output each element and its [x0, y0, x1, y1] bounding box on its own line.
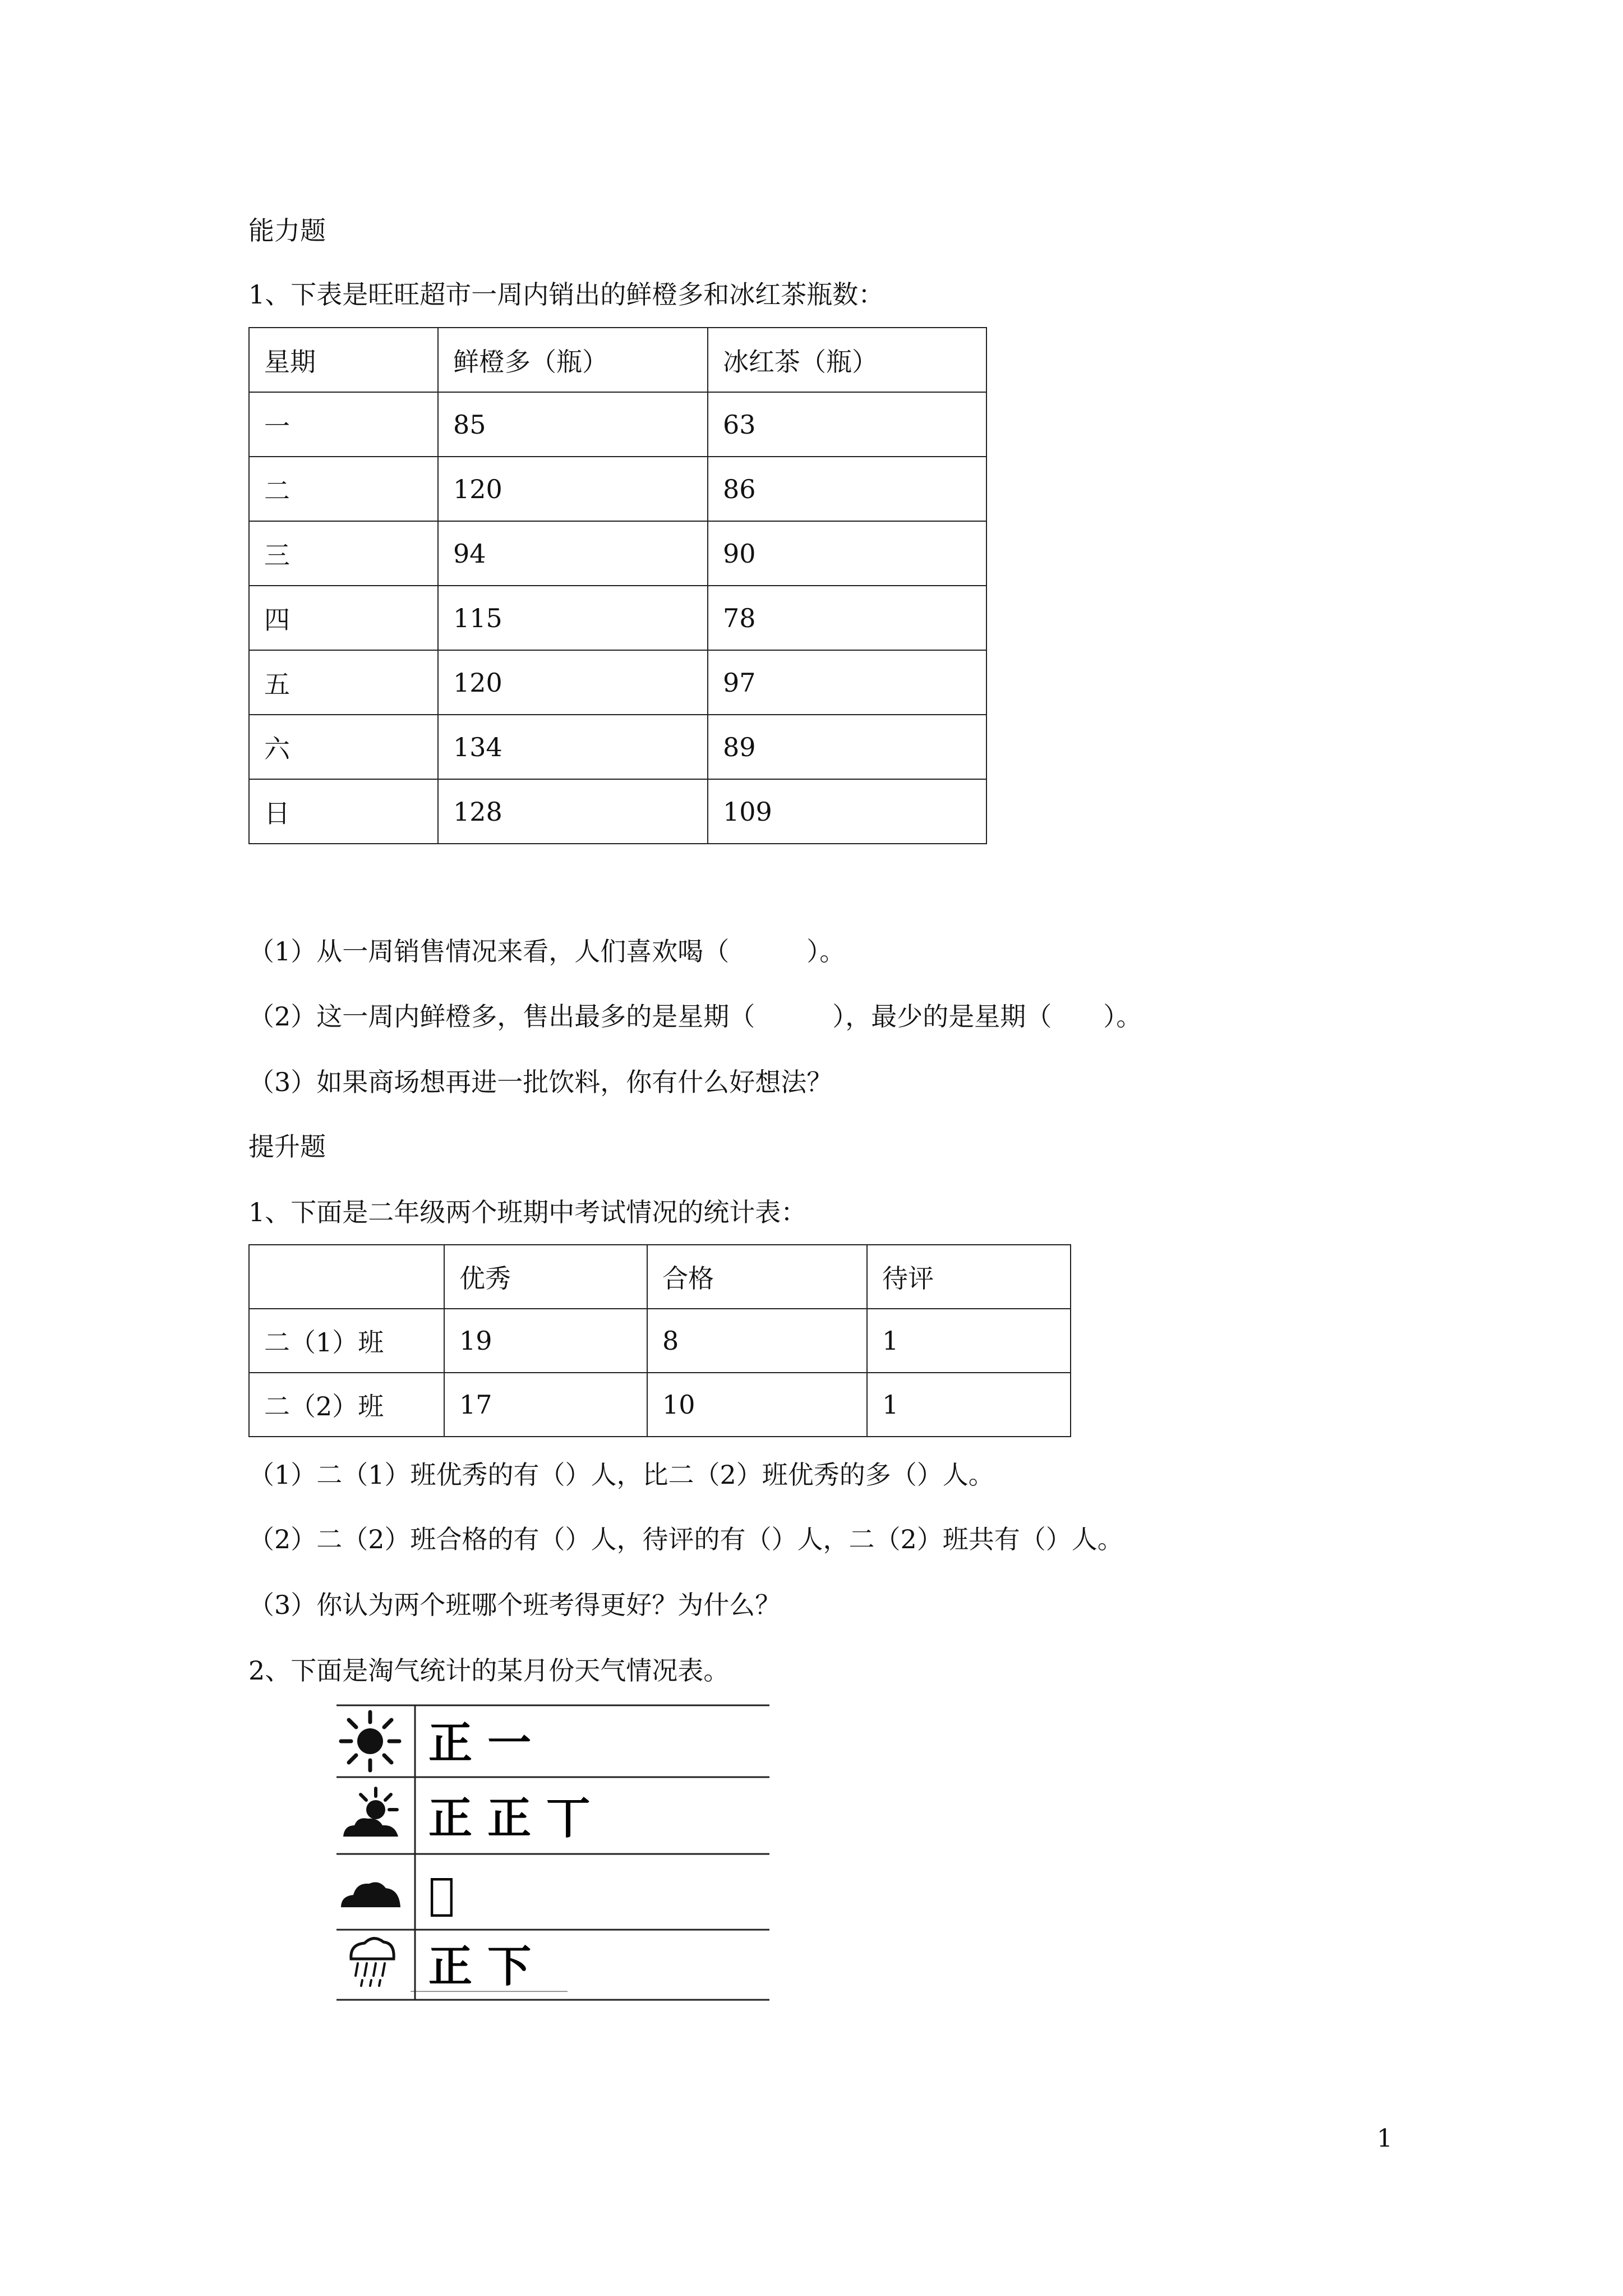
cell: 二: [249, 457, 438, 521]
header-cell-pass: 合格: [647, 1245, 867, 1309]
table-row: [249, 1309, 1071, 1373]
cell: 四: [249, 586, 438, 650]
header-cell-empty: [249, 1245, 444, 1309]
weather-tally-chart: [332, 1688, 769, 2003]
table-row: [249, 650, 986, 715]
exam-table: [248, 1244, 1071, 1437]
cell: 二（2）班: [249, 1373, 444, 1437]
table-row: [249, 457, 986, 521]
sub-question-1: （1）二（1）班优秀的有（）人，比二（2）班优秀的多（）人。: [248, 1460, 994, 1490]
cell: 63: [708, 392, 986, 457]
header-cell-weekday: 星期: [249, 328, 438, 392]
cell: 二（1）班: [249, 1309, 444, 1373]
header-cell-orange-drink: 鲜橙多（瓶）: [438, 328, 708, 392]
tally-cloudy: 𠀆: [428, 1869, 455, 1920]
tally-rainy: 正 下: [428, 1941, 532, 1992]
cell: 109: [708, 779, 986, 844]
cell: 17: [444, 1373, 647, 1437]
sub-question-2: （2）二（2）班合格的有（）人，待评的有（）人，二（2）班共有（）人。: [248, 1524, 1123, 1554]
cell: 1: [867, 1373, 1071, 1437]
header-cell-iced-tea: 冰红茶（瓶）: [708, 328, 986, 392]
cell: 85: [438, 392, 708, 457]
partly-cloudy-icon: [343, 1788, 398, 1837]
table-row: [249, 779, 986, 844]
page-number: 1: [1377, 2124, 1393, 2153]
tally-sunny: 正 一: [428, 1718, 532, 1769]
sub-question-2: （2）这一周内鲜橙多，售出最多的是星期（ ），最少的是星期（ ）。: [248, 1001, 1142, 1032]
header-cell-excellent: 优秀: [444, 1245, 647, 1309]
cell: 五: [249, 650, 438, 715]
sub-question-3: （3）如果商场想再进一批饮料，你有什么好想法？: [248, 1067, 833, 1097]
question-1-title: 1、下表是旺旺超市一周内销出的鲜橙多和冰红茶瓶数：: [248, 279, 884, 310]
question-2-1-title: 1、下面是二年级两个班期中考试情况的统计表：: [248, 1197, 807, 1227]
table-header-row: [249, 1245, 1071, 1309]
cell: 一: [249, 392, 438, 457]
cell: 三: [249, 521, 438, 586]
cell: 120: [438, 650, 708, 715]
cell: 128: [438, 779, 708, 844]
cell: 115: [438, 586, 708, 650]
cloudy-icon: [341, 1882, 400, 1907]
header-cell-pending: 待评: [867, 1245, 1071, 1309]
cell: 134: [438, 715, 708, 779]
cell: 1: [867, 1309, 1071, 1373]
table-row: [249, 715, 986, 779]
sub-question-3: （3）你认为两个班哪个班考得更好？为什么？: [248, 1590, 781, 1620]
section-heading-advanced: 提升题: [248, 1131, 326, 1162]
section-heading-ability: 能力题: [248, 215, 326, 246]
cell: 94: [438, 521, 708, 586]
cell: 10: [647, 1373, 867, 1437]
table-row: [249, 521, 986, 586]
cell: 六: [249, 715, 438, 779]
table-row: [249, 586, 986, 650]
cell: 89: [708, 715, 986, 779]
sales-table: [248, 327, 987, 844]
table-row: [249, 1373, 1071, 1437]
cell: 86: [708, 457, 986, 521]
cell: 日: [249, 779, 438, 844]
sub-question-1: （1）从一周销售情况来看，人们喜欢喝（ ）。: [248, 936, 846, 967]
rain-icon: [351, 1938, 394, 1986]
cell: 120: [438, 457, 708, 521]
table-row: [249, 392, 986, 457]
sun-icon: [341, 1712, 399, 1770]
table-header-row: [249, 328, 986, 392]
question-2-2-title: 2、下面是淘气统计的某月份天气情况表。: [248, 1655, 730, 1686]
tally-partly-cloudy: 正 正 丅: [428, 1793, 591, 1844]
cell: 97: [708, 650, 986, 715]
cell: 78: [708, 586, 986, 650]
cell: 90: [708, 521, 986, 586]
cell: 19: [444, 1309, 647, 1373]
cell: 8: [647, 1309, 867, 1373]
